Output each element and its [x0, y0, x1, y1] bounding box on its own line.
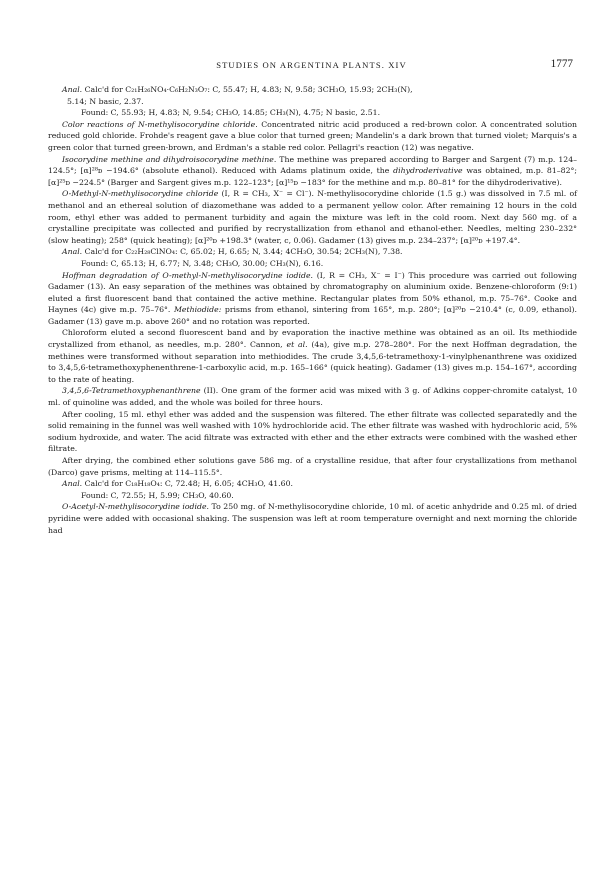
- section-lead: 3,4,5,6-Tetramethoxyphenanthrene: [62, 386, 201, 396]
- analysis-text: Calc'd for C₂₂H₂₈ClNO₄: C, 65.02; H, 6.65; N, 3.44; 4CH₃O, 30.54; 2CH₃(N), 7.38.: [84, 247, 403, 257]
- paragraph-text: was obtained, m.p. 81–82°; [α]²⁵ᴅ −224.5° (Barger and Sargent gives m.p. 122–123°; [α]¹⁵ᴅ −183° for the methine and m.p. 80–81° for the dihydroderivative).: [48, 166, 578, 187]
- analysis-text: Calc'd for C₁₈H₁₈O₄: C, 72.48; H, 6.05; 4CH₃O, 41.60.: [84, 479, 293, 489]
- section-lead: O-Acetyl-N-methylisocorydine iodide.: [62, 502, 210, 512]
- chloroform-paragraph: [48, 327, 577, 385]
- analysis-lead: Anal.: [62, 85, 83, 94]
- analysis-lead: Anal.: [62, 479, 83, 489]
- inline-italic: dihydroderivative: [393, 166, 463, 176]
- section-lead: O-Methyl-N-methylisocorydine chloride: [62, 189, 219, 199]
- inline-italic: Methiodide:: [173, 305, 222, 315]
- article-body: [48, 84, 577, 536]
- section-lead: Hoffman degradation of O-methyl-N-methylisocorydine iodide.: [62, 270, 313, 280]
- analysis-calc-paragraph: [48, 478, 577, 490]
- isocorydine-methine-paragraph: [48, 154, 577, 189]
- analysis-found: Found: C, 72.55; H, 5.99; CH₃O, 40.60.: [81, 490, 234, 500]
- tetramethoxyphenanthrene-paragraph: [48, 385, 577, 408]
- hoffman-degradation-paragraph: [48, 270, 577, 328]
- analysis-calc-paragraph: [48, 84, 577, 96]
- paragraph-text: prisms from ethanol, sintering from 165°, m.p. 280°; [α]²⁰ᴅ −210.4° (c, 0.09, ethanol). Gadamer (13) gave m.p. above 260° and no rotation was reported.: [48, 305, 577, 326]
- analysis-found: Found: C, 65.13; H, 6.77; N, 3.48; CH₃O, 30.00; CH₃(N), 6.16.: [81, 258, 324, 268]
- analysis-continuation: 5.14; N basic, 2.37.: [67, 96, 144, 106]
- paragraph-text: (I, R = CH₃, X⁻ = Cl⁻). N-methylisocorydine chloride (1.5 g.) was dissolved in 7.5 ml. of methanol and an ethereal solution of diazomethane was added to a permanent yellow color. After remaining 12 hours in the cold room, ethyl ether was added to permanent turbidity and again the mixture was left in the cold room. Next day 560 mg. of a crystalline precipitate was collected and purified by recrystallization from ethanol and ethanol-ether. Needles, melting 230–232° (slow heating); 258° (quick heating); [α]²⁰ᴅ +198.3° (water, c, 0.06). Gadamer (13) gives m.p. 234–237°; [α]²⁰ᴅ +197.4°.: [48, 189, 577, 245]
- after-drying-paragraph: After drying, the combined ether solutions gave 586 mg. of a crystalline residue, that after four crystallizations from methanol (Darco) gave prisms, melting at 114–115.5°.: [48, 456, 577, 477]
- section-lead: Color reactions of N-methylisocorydine chloride.: [62, 119, 258, 129]
- paragraph-text: Chloroform eluted a second fluorescent band and by evaporation the inactive methine was obtained as an oil. Its methiodide crystallized from ethanol, as needles, m.p. 280°. Cannon,: [48, 328, 577, 350]
- analysis-lead: Anal.: [62, 247, 83, 257]
- analysis-found: Found: C, 55.93; H, 4.83; N, 9.54; CH₃O, 14.85; CH₃(N), 4.75; N basic, 2.51.: [81, 108, 381, 118]
- o-methyl-chloride-paragraph: [48, 188, 577, 246]
- after-cooling-paragraph: After cooling, 15 ml. ethyl ether was added and the suspension was filtered. The ether filtrate was collected separatedly and the solid remaining in the funnel was well washed with 10% hydrochloride acid. The ether filtrate was washed with hydrochloric acid, 5% sodium hydroxide, and water. The acid filtrate was extracted with ether and the ether extracts were combined with the washed ether filtrate.: [48, 409, 577, 454]
- paragraph-text: To 250 mg. of N-methylisocorydine chloride, 10 ml. of acetic anhydride and 0.25 ml. of dried pyridine were added with occasional shaking. The suspension was left at room temperature overnight and next morning the chloride had: [48, 502, 578, 535]
- paragraph-text: (4a), give m.p. 278–280°. For the next Hoffman degradation, the methines were transformed without separation into methiodides. The crude 3,4,5,6-tetramethoxy-1-vinylphenanthrene was oxidized to 3,4,5,6-tetramethoxyphenenthrene-1-carboxylic acid, m.p. 165–166° (quick heating). Gadamer (13) gives m.p. 154–167°, according to the rate of heating.: [48, 340, 578, 384]
- o-acetyl-iodide-paragraph: [48, 501, 577, 536]
- paragraph-text: (I, R = CH₃, X⁻ = I⁻) This procedure was carried out following Gadamer (13). An easy separation of the methines was obtained by chromatography on aluminium oxide. Benzene-chloroform (9:1) eluted a first fluorescent band that contained the active methine. Rectangular plates from 50% ethanol, m.p. 75–76°. Cooke and Haynes (4c) give m.p. 75–76°.: [48, 270, 577, 315]
- inline-italic: et al.: [286, 340, 308, 350]
- analysis-text: Calc'd for C₂₁H₂₆NO₄·C₆H₂N₃O₇: C, 55.47; H, 4.83; N, 9.58; 3CH₃O, 15.93; 2CH₃(N),: [84, 85, 413, 94]
- paragraph-text: (II). One gram of the former acid was mixed with 3 g. of Adkins copper-chromite catalyst, 10 ml. of quinoline was added, and the whole was boiled for three hours.: [48, 386, 577, 408]
- section-lead: Isocorydine methine and dihydroisocorydine methine.: [62, 154, 277, 164]
- page-header: [50, 59, 573, 73]
- paragraph-text: Concentrated nitric acid produced a red-brown color. A concentrated solution reduced gold chloride. Frohde's reagent gave a blue color that turned green; Mandelin's a dark brown that turned violet; Marquis's a green color that turned green-brown, and Erdman's a stable red color. Pellagri's reaction (12) was negative.: [48, 119, 577, 152]
- analysis-calc-paragraph: [48, 246, 577, 258]
- running-head: STUDIES ON ARGENTINA PLANTS. XIV: [216, 60, 407, 70]
- page-number: 1777: [550, 58, 573, 70]
- color-reactions-paragraph: [48, 119, 577, 154]
- paragraph-text: The methine was prepared according to Barger and Sargent (7) m.p. 124–124.5°; [α]²⁸ᴅ −194.6° (absolute ethanol). Reduced with Adams platinum oxide, the: [48, 154, 578, 176]
